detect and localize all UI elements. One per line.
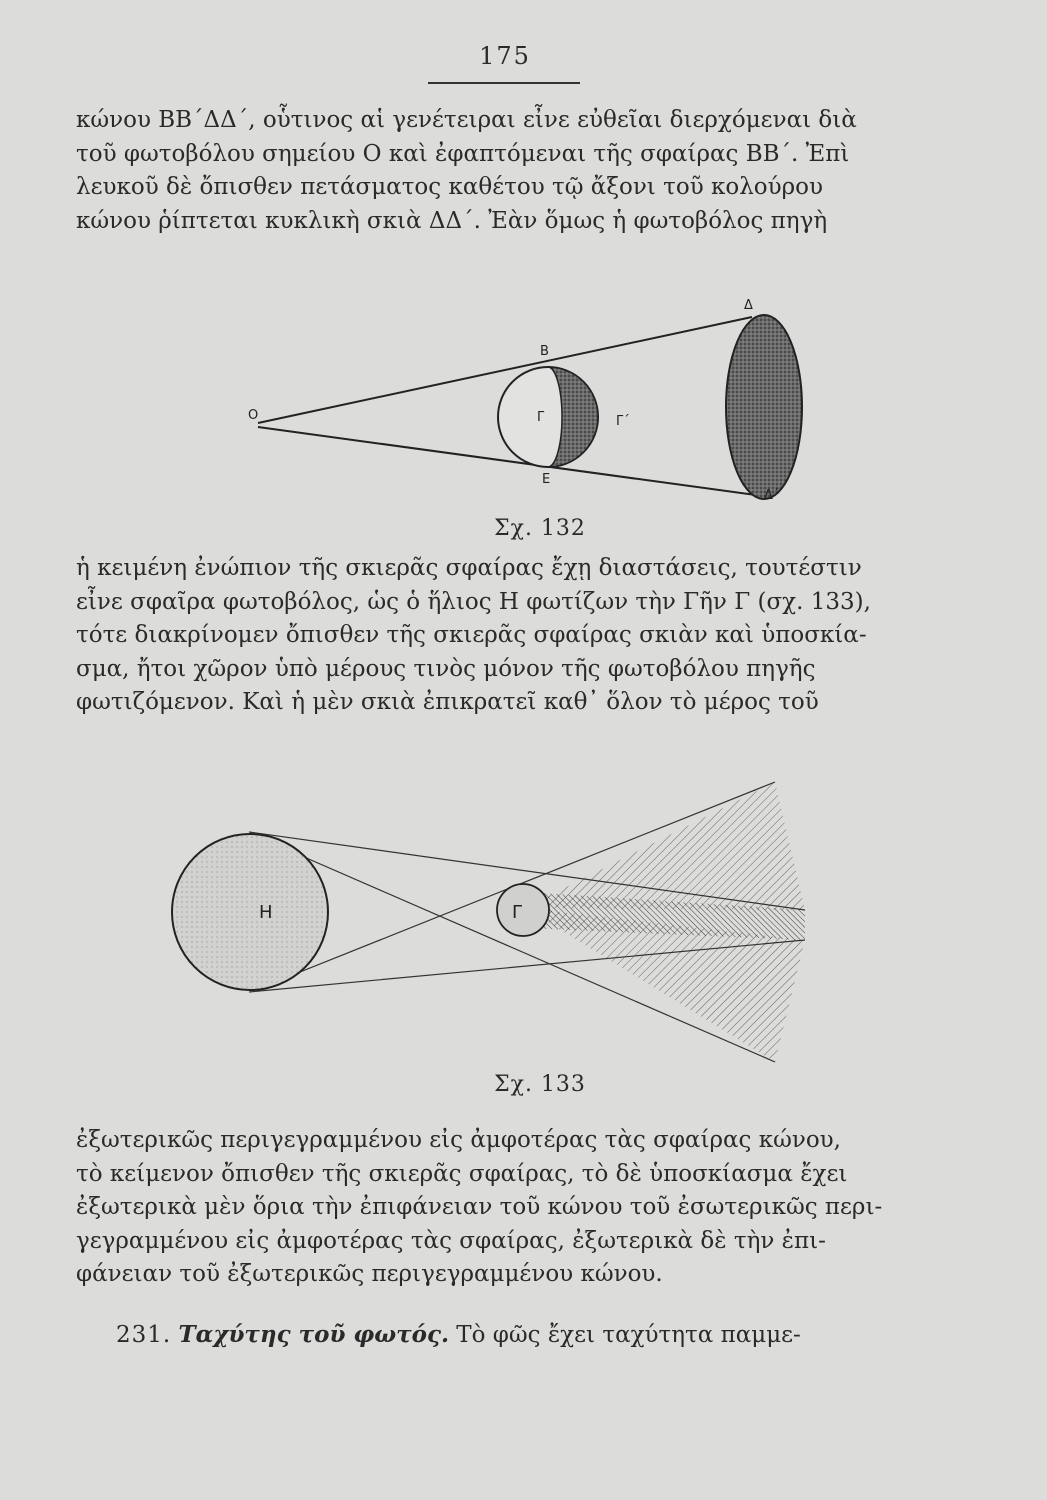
text-line: φάνειαν τοῦ ἐξωτερικῶς περιγεγραμμένου κώνου. xyxy=(76,1261,663,1287)
label-o: O xyxy=(248,408,259,423)
label-delta-prime: Δ΄ xyxy=(764,488,780,503)
earth-sphere xyxy=(497,884,549,936)
text-line: λευκοῦ δὲ ὄπισθεν πετάσματος καθέτου τῷ ἄξονι τοῦ κολούρου xyxy=(76,174,823,200)
paragraph-1 xyxy=(76,104,910,238)
label-gamma: Γ xyxy=(537,410,545,425)
text-line: σμα, ἤτοι χῶρον ὑπὸ μέρους τινὸς μόνον τῆς φωτοβόλου πηγῆς xyxy=(76,655,816,682)
text-line: τότε διακρίνομεν ὄπισθεν τῆς σκιερᾶς σφαίρας σκιὰν καὶ ὑποσκία- xyxy=(76,622,867,648)
figure-133-caption: Σχ. 133 xyxy=(494,1072,586,1097)
label-gamma-earth: Γ xyxy=(512,902,523,923)
text-line: τὸ κείμενον ὄπισθεν τῆς σκιερᾶς σφαίρας, τὸ δὲ ὑποσκίασμα ἔχει xyxy=(76,1160,848,1187)
section-text: Τὸ φῶς ἔχει ταχύτητα παμμε- xyxy=(456,1322,801,1348)
text-line: τοῦ φωτοβόλου σημείου Ο καὶ ἐφαπτόμεναι τῆς σφαίρας ΒΒ΄. Ἐπὶ xyxy=(76,140,850,167)
paragraph-2 xyxy=(76,552,910,720)
label-gamma-prime: Γ΄ xyxy=(616,414,630,429)
figure-133 xyxy=(165,780,825,1070)
page-number: 175 xyxy=(479,42,531,70)
text-line: εἶνε σφαῖρα φωτοβόλος, ὡς ὁ ἥλιος Η φωτίζων τὴν Γῆν Γ (σχ. 133), xyxy=(76,588,871,615)
text-line: φωτιζόμενον. Καὶ ἡ μὲν σκιὰ ἐπικρατεῖ καθ᾽ ὅλον τὸ μέρος τοῦ xyxy=(76,689,819,715)
label-b: B xyxy=(540,344,549,359)
section-number: 231. xyxy=(116,1322,172,1348)
paragraph-3 xyxy=(76,1124,910,1292)
text-line: γεγραμμένου εἰς ἀμφοτέρας τὰς σφαίρας, ἐξωτερικὰ δὲ τὴν ἐπι- xyxy=(76,1227,826,1254)
label-delta: Δ xyxy=(744,298,753,313)
shadow-disk xyxy=(726,315,802,499)
figure-132 xyxy=(240,295,820,510)
text-line: ἡ κειμένη ἐνώπιον τῆς σκιερᾶς σφαίρας ἔχῃ διαστάσεις, τουτέστιν xyxy=(76,555,862,581)
text-line: κώνου ῥίπτεται κυκλικὴ σκιὰ ΔΔ΄. Ἐὰν ὅμως ἡ φωτοβόλος πηγὴ xyxy=(76,207,828,234)
sun-sphere xyxy=(172,834,328,990)
text-line: ἐξωτερικὰ μὲν ὅρια τὴν ἐπιφάνειαν τοῦ κώνου τοῦ ἐσωτερικῶς περι- xyxy=(76,1194,883,1220)
text-line: ἐξωτερικῶς περιγεγραμμένου εἰς ἀμφοτέρας τὰς σφαίρας κώνου, xyxy=(76,1127,841,1153)
section-title: Ταχύτης τοῦ φωτός. xyxy=(178,1321,449,1348)
section-231-start xyxy=(116,1318,910,1353)
header-rule xyxy=(428,82,580,84)
label-h: H xyxy=(259,902,273,923)
text-line: κώνου ΒΒ΄ΔΔ΄, οὗτινος αἱ γενέτειραι εἶνε εὐθεῖαι διερχόμεναι διὰ xyxy=(76,107,857,133)
figure-132-caption: Σχ. 132 xyxy=(494,516,586,541)
label-e: E xyxy=(542,472,551,487)
